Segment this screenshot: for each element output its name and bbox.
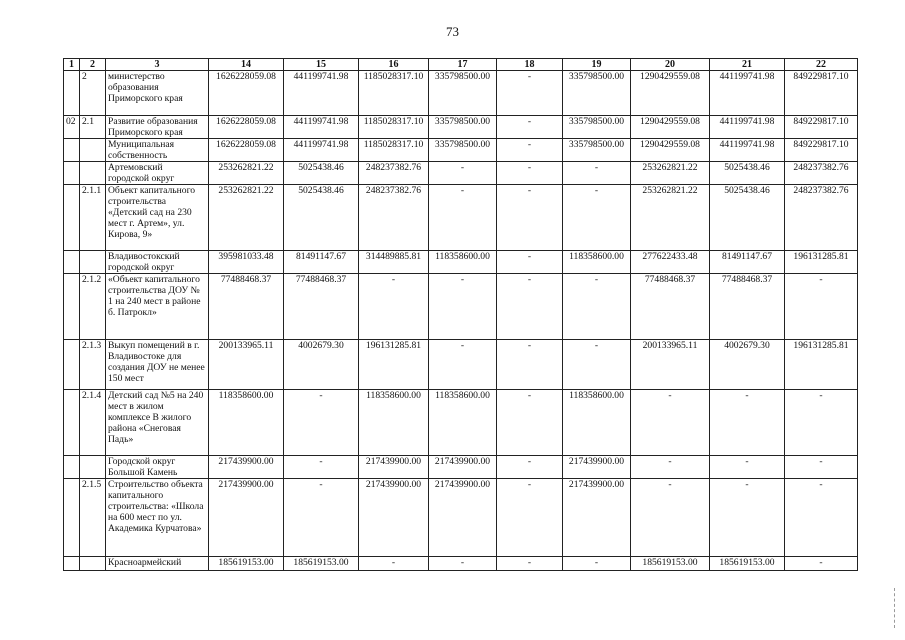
value-cell: 5025438.46 [710, 162, 785, 185]
value-cell: 217439900.00 [429, 479, 497, 557]
value-cell: - [631, 479, 710, 557]
row-code-cell [64, 251, 80, 274]
value-cell: - [429, 162, 497, 185]
value-cell: 77488468.37 [209, 274, 284, 340]
row-code-cell [64, 340, 80, 390]
row-code-cell: 02 [64, 116, 80, 139]
value-cell: 217439900.00 [563, 456, 631, 479]
row-code-cell [64, 139, 80, 162]
row-label-cell: Муниципальная собственность [106, 139, 209, 162]
value-cell: 253262821.22 [631, 185, 710, 251]
column-header: 2 [80, 59, 106, 71]
row-label-cell: Выкуп помещений в г. Владивостоке для создания ДОУ не менее 150 мест [106, 340, 209, 390]
value-cell: - [429, 274, 497, 340]
value-cell: 849229817.10 [785, 139, 858, 162]
column-header: 19 [563, 59, 631, 71]
row-code-cell [64, 390, 80, 456]
value-cell: 118358600.00 [563, 251, 631, 274]
column-header: 18 [497, 59, 563, 71]
table-row [64, 557, 858, 571]
value-cell: - [563, 274, 631, 340]
value-cell: 1626228059.08 [209, 116, 284, 139]
row-code-cell [80, 139, 106, 162]
value-cell: 5025438.46 [284, 162, 359, 185]
value-cell: - [710, 390, 785, 456]
value-cell: 395981033.48 [209, 251, 284, 274]
value-cell: 81491147.67 [284, 251, 359, 274]
table-row [64, 274, 858, 340]
value-cell: 118358600.00 [359, 390, 429, 456]
table-row [64, 340, 858, 390]
value-cell: 118358600.00 [429, 390, 497, 456]
value-cell: - [563, 185, 631, 251]
value-cell: 335798500.00 [429, 116, 497, 139]
value-cell: - [497, 71, 563, 116]
value-cell: 217439900.00 [209, 479, 284, 557]
row-label-cell: Объект капитального строительства «Детский сад на 230 мест г. Артем», ул. Кирова, 9» [106, 185, 209, 251]
value-cell: - [785, 479, 858, 557]
value-cell: - [710, 479, 785, 557]
column-header: 16 [359, 59, 429, 71]
value-cell: - [497, 274, 563, 340]
table-row [64, 479, 858, 557]
value-cell: - [785, 557, 858, 571]
value-cell: - [497, 340, 563, 390]
table-row [64, 162, 858, 185]
header-row [64, 59, 858, 71]
row-label-cell: Красноармейский [106, 557, 209, 571]
value-cell: 248237382.76 [359, 185, 429, 251]
value-cell: - [497, 251, 563, 274]
column-header: 1 [64, 59, 80, 71]
value-cell: - [631, 390, 710, 456]
value-cell: - [359, 274, 429, 340]
value-cell: 4002679.30 [284, 340, 359, 390]
value-cell: 196131285.81 [359, 340, 429, 390]
value-cell: 217439900.00 [359, 456, 429, 479]
value-cell: 118358600.00 [429, 251, 497, 274]
table-row [64, 116, 858, 139]
value-cell: - [785, 456, 858, 479]
table-body [64, 71, 858, 571]
value-cell: 1185028317.10 [359, 116, 429, 139]
value-cell: 849229817.10 [785, 116, 858, 139]
row-code-cell [80, 557, 106, 571]
value-cell: 217439900.00 [563, 479, 631, 557]
row-label-cell: Строительство объекта капитального строительства: «Школа на 600 мест по ул. Академика Курчатова» [106, 479, 209, 557]
value-cell: 1185028317.10 [359, 139, 429, 162]
value-cell: 335798500.00 [429, 139, 497, 162]
row-code-cell: 2.1.4 [80, 390, 106, 456]
value-cell: - [497, 139, 563, 162]
value-cell: 196131285.81 [785, 340, 858, 390]
value-cell: 335798500.00 [429, 71, 497, 116]
value-cell: 5025438.46 [284, 185, 359, 251]
table-row [64, 456, 858, 479]
value-cell: - [284, 456, 359, 479]
column-header: 3 [106, 59, 209, 71]
table-row [64, 71, 858, 116]
table-row [64, 139, 858, 162]
value-cell: 118358600.00 [563, 390, 631, 456]
value-cell: - [429, 185, 497, 251]
value-cell: 314489885.81 [359, 251, 429, 274]
value-cell: 200133965.11 [631, 340, 710, 390]
value-cell: 441199741.98 [284, 71, 359, 116]
row-code-cell [64, 456, 80, 479]
value-cell: 277622433.48 [631, 251, 710, 274]
row-code-cell: 2.1.2 [80, 274, 106, 340]
column-header: 20 [631, 59, 710, 71]
row-label-cell: «Объект капитального строительства ДОУ № 1 на 240 мест в районе б. Патрокл» [106, 274, 209, 340]
row-code-cell [64, 185, 80, 251]
value-cell: 248237382.76 [359, 162, 429, 185]
value-cell: 4002679.30 [710, 340, 785, 390]
value-cell: 185619153.00 [710, 557, 785, 571]
row-code-cell [64, 274, 80, 340]
value-cell: 1626228059.08 [209, 71, 284, 116]
value-cell: 335798500.00 [563, 71, 631, 116]
value-cell: 185619153.00 [209, 557, 284, 571]
value-cell: - [284, 390, 359, 456]
value-cell: 1290429559.08 [631, 139, 710, 162]
table-row [64, 251, 858, 274]
value-cell: 5025438.46 [710, 185, 785, 251]
value-cell: 253262821.22 [209, 162, 284, 185]
value-cell: - [785, 274, 858, 340]
edge-mark [894, 588, 903, 628]
value-cell: - [497, 116, 563, 139]
value-cell: 253262821.22 [631, 162, 710, 185]
row-code-cell: 2.1.5 [80, 479, 106, 557]
row-label-cell: Владивостокский городской округ [106, 251, 209, 274]
row-code-cell: 2.1.3 [80, 340, 106, 390]
value-cell: 441199741.98 [284, 116, 359, 139]
value-cell: 335798500.00 [563, 116, 631, 139]
value-cell: 849229817.10 [785, 71, 858, 116]
row-label-cell: министерство образования Приморского края [106, 71, 209, 116]
row-code-cell [80, 456, 106, 479]
value-cell: 253262821.22 [209, 185, 284, 251]
value-cell: - [710, 456, 785, 479]
row-code-cell: 2.1 [80, 116, 106, 139]
value-cell: 77488468.37 [631, 274, 710, 340]
value-cell: - [429, 340, 497, 390]
value-cell: 1185028317.10 [359, 71, 429, 116]
row-label-cell: Артемовский городской округ [106, 162, 209, 185]
value-cell: 77488468.37 [284, 274, 359, 340]
value-cell: 335798500.00 [563, 139, 631, 162]
value-cell: - [429, 557, 497, 571]
value-cell: 441199741.98 [710, 71, 785, 116]
value-cell: - [359, 557, 429, 571]
column-header: 17 [429, 59, 497, 71]
value-cell: 217439900.00 [209, 456, 284, 479]
value-cell: 196131285.81 [785, 251, 858, 274]
value-cell: - [497, 390, 563, 456]
value-cell: 185619153.00 [631, 557, 710, 571]
value-cell: 248237382.76 [785, 185, 858, 251]
value-cell: - [497, 162, 563, 185]
value-cell: 441199741.98 [710, 116, 785, 139]
row-label-cell: Развитие образования Приморского края [106, 116, 209, 139]
row-code-cell: 2 [80, 71, 106, 116]
value-cell: 118358600.00 [209, 390, 284, 456]
column-header: 15 [284, 59, 359, 71]
budget-table [63, 58, 858, 571]
row-code-cell: 2.1.1 [80, 185, 106, 251]
value-cell: - [563, 340, 631, 390]
column-header: 22 [785, 59, 858, 71]
value-cell: 200133965.11 [209, 340, 284, 390]
column-header: 21 [710, 59, 785, 71]
row-code-cell [64, 479, 80, 557]
value-cell: 1290429559.08 [631, 116, 710, 139]
column-header: 14 [209, 59, 284, 71]
table-row [64, 185, 858, 251]
value-cell: 77488468.37 [710, 274, 785, 340]
value-cell: 1626228059.08 [209, 139, 284, 162]
row-label-cell: Детский сад №5 на 240 мест в жилом комплексе В жилого района «Снеговая Падь» [106, 390, 209, 456]
value-cell: 441199741.98 [710, 139, 785, 162]
value-cell: 81491147.67 [710, 251, 785, 274]
row-code-cell [64, 162, 80, 185]
row-code-cell [80, 251, 106, 274]
value-cell: - [631, 456, 710, 479]
value-cell: - [563, 162, 631, 185]
value-cell: 217439900.00 [359, 479, 429, 557]
row-code-cell [80, 162, 106, 185]
value-cell: 217439900.00 [429, 456, 497, 479]
row-code-cell [64, 71, 80, 116]
value-cell: - [497, 185, 563, 251]
value-cell: 185619153.00 [284, 557, 359, 571]
value-cell: - [284, 479, 359, 557]
value-cell: 441199741.98 [284, 139, 359, 162]
value-cell: - [497, 557, 563, 571]
value-cell: - [563, 557, 631, 571]
value-cell: 248237382.76 [785, 162, 858, 185]
value-cell: - [785, 390, 858, 456]
value-cell: - [497, 456, 563, 479]
value-cell: - [497, 479, 563, 557]
row-label-cell: Городской округ Большой Камень [106, 456, 209, 479]
page-number: 73 [446, 24, 459, 39]
value-cell: 1290429559.08 [631, 71, 710, 116]
row-code-cell [64, 557, 80, 571]
table-row [64, 390, 858, 456]
